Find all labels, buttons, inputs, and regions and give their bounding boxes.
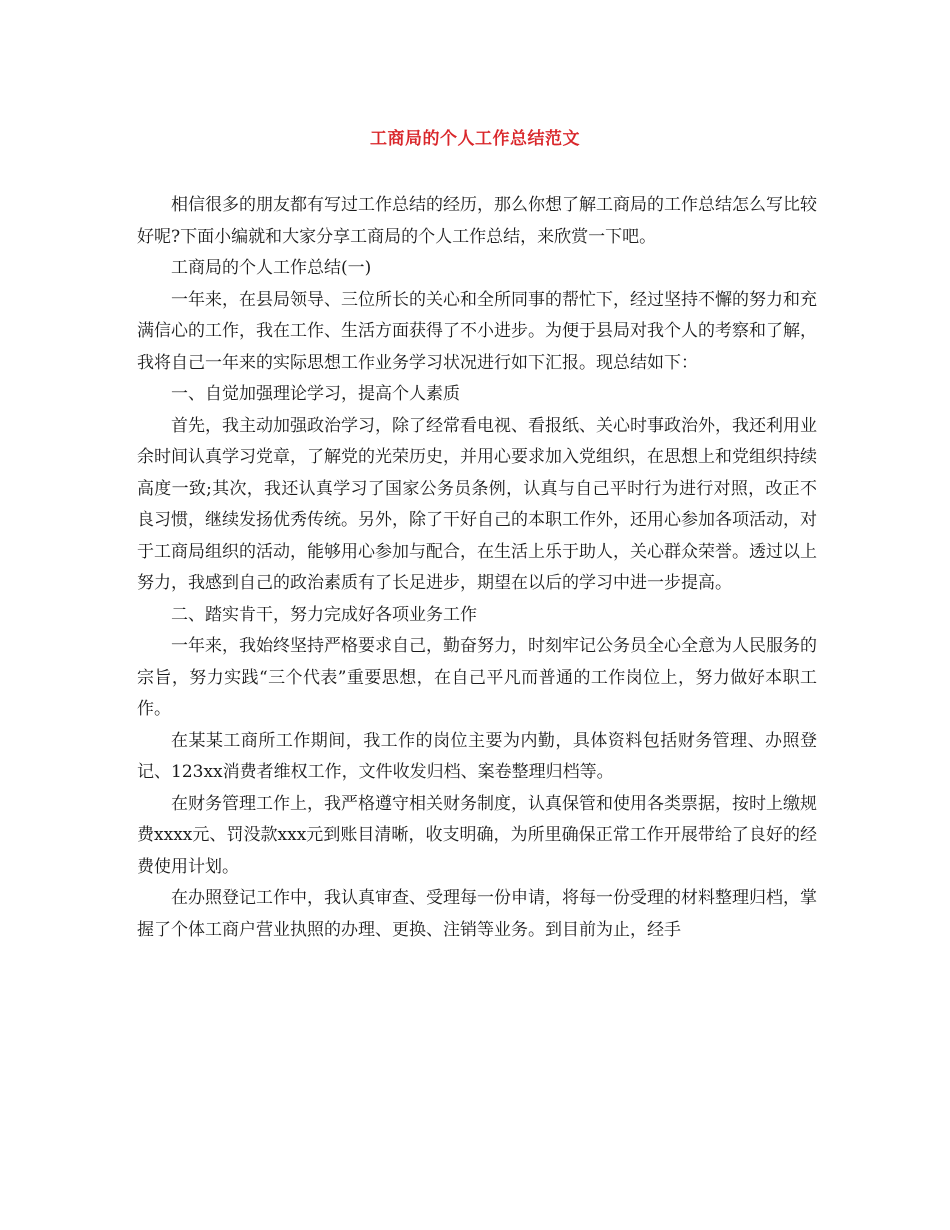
section-heading-business-work: 二、踏实肯干，努力完成好各项业务工作 (171, 604, 477, 625)
document-title: 工商局的个人工作总结范文 (370, 129, 580, 149)
paragraph-political-study: 首先，我主动加强政治学习，除了经常看电视、看报纸、关心时事政治外，我还利用业余时间认真学习党章，了解党的光荣历史，并用心要求加入党组织，在思想上和党组织持续高度一致;其次，我还认真学习了国家公务员条例，认真与自己平时行为进行对照，改正不良习惯，继续发扬优秀传统。另外，除了干好自己的本职工作外，还用心参加各项活动，对于工商局组织的活动，能够用心参加与配合，在生活上乐于助人，关心群众荣誉。透过以上努力，我感到自己的政治素质有了长足进步，期望在以后的学习中进一步提高。 (137, 415, 817, 593)
section-heading-summary-one: 工商局的个人工作总结(一) (171, 258, 372, 278)
paragraph-job-duties: 在某某工商所工作期间，我工作的岗位主要为内勤，具体资料包括财务管理、办照登记、123xx消费者维权工作，文件收发归档、案卷整理归档等。 (137, 730, 817, 782)
document-body (137, 190, 817, 946)
paragraph-license-registration: 在办照登记工作中，我认真审查、受理每一份申请，将每一份受理的材料整理归档，掌握了个体工商户营业执照的办理、更换、注销等业务。到目前为止，经手 (137, 888, 817, 940)
paragraph-finance-management: 在财务管理工作上，我严格遵守相关财务制度，认真保管和使用各类票据，按时上缴规费xxxx元、罚没款xxx元到账目清晰，收支明确，为所里确保正常工作开展带给了良好的经费使用计划。 (137, 793, 817, 877)
section-heading-theory-study: 一、自觉加强理论学习，提高个人素质 (171, 384, 460, 404)
paragraph-service-purpose: 一年来，我始终坚持严格要求自己，勤奋努力，时刻牢记公务员全心全意为人民服务的宗旨，努力实践“三个代表”重要思想，在自己平凡而普通的工作岗位上，努力做好本职工作。 (137, 636, 817, 719)
paragraph-overview: 一年来，在县局领导、三位所长的关心和全所同事的帮忙下，经过坚持不懈的努力和充满信心的工作，我在工作、生活方面获得了不小进步。为便于县局对我个人的考察和了解，我将自己一年来的实际思想工作业务学习状况进行如下汇报。现总结如下： (137, 289, 817, 373)
paragraph-intro: 相信很多的朋友都有写过工作总结的经历，那么你想了解工商局的工作总结怎么写比较好呢?下面小编就和大家分享工商局的个人工作总结，来欣赏一下吧。 (137, 195, 817, 247)
